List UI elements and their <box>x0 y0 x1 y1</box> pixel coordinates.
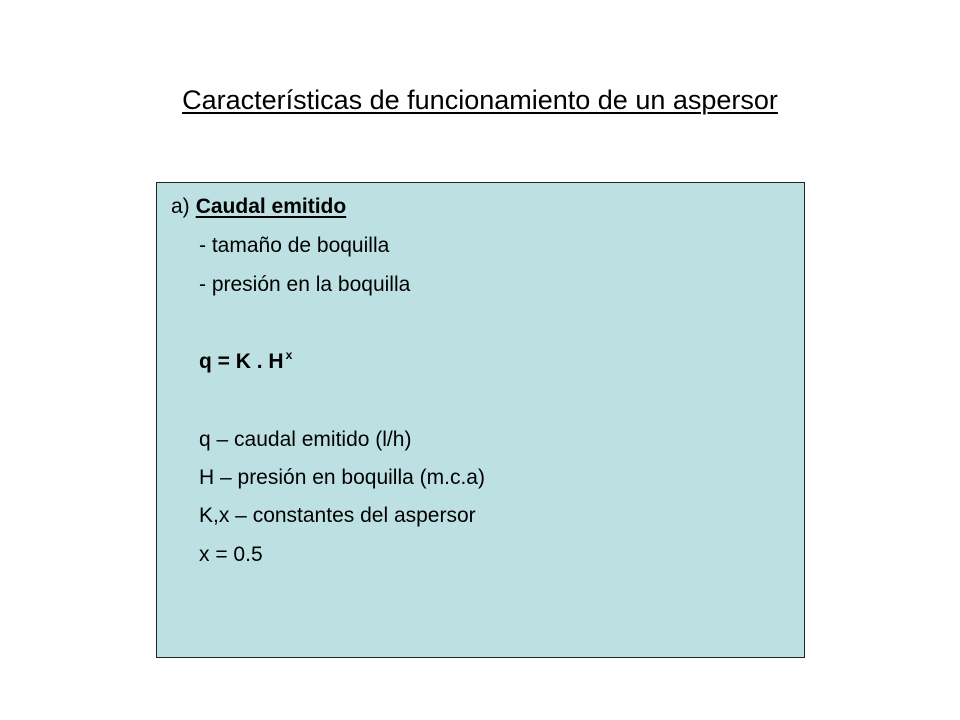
section-marker: a) <box>171 195 190 218</box>
factor-item-nozzle-size: - tamaño de boquilla <box>199 234 390 257</box>
section-heading-label: Caudal emitido <box>195 195 347 218</box>
section-heading <box>171 194 346 220</box>
slide-title <box>0 82 960 118</box>
definition-h: H – presión en boquilla (m.c.a) <box>199 466 485 489</box>
definition-q: q – caudal emitido (l/h) <box>199 428 412 451</box>
exponent-value: x = 0.5 <box>199 543 263 566</box>
definition-kx: K,x – constantes del aspersor <box>199 504 476 527</box>
flow-formula <box>199 349 292 377</box>
slide-title-text: Características de funcionamiento de un aspersor <box>182 85 778 115</box>
formula-base: q = K . H <box>199 350 284 373</box>
formula-exponent: x <box>285 348 293 362</box>
factor-item-nozzle-pressure: - presión en la boquilla <box>199 273 411 296</box>
content-box <box>156 182 805 658</box>
